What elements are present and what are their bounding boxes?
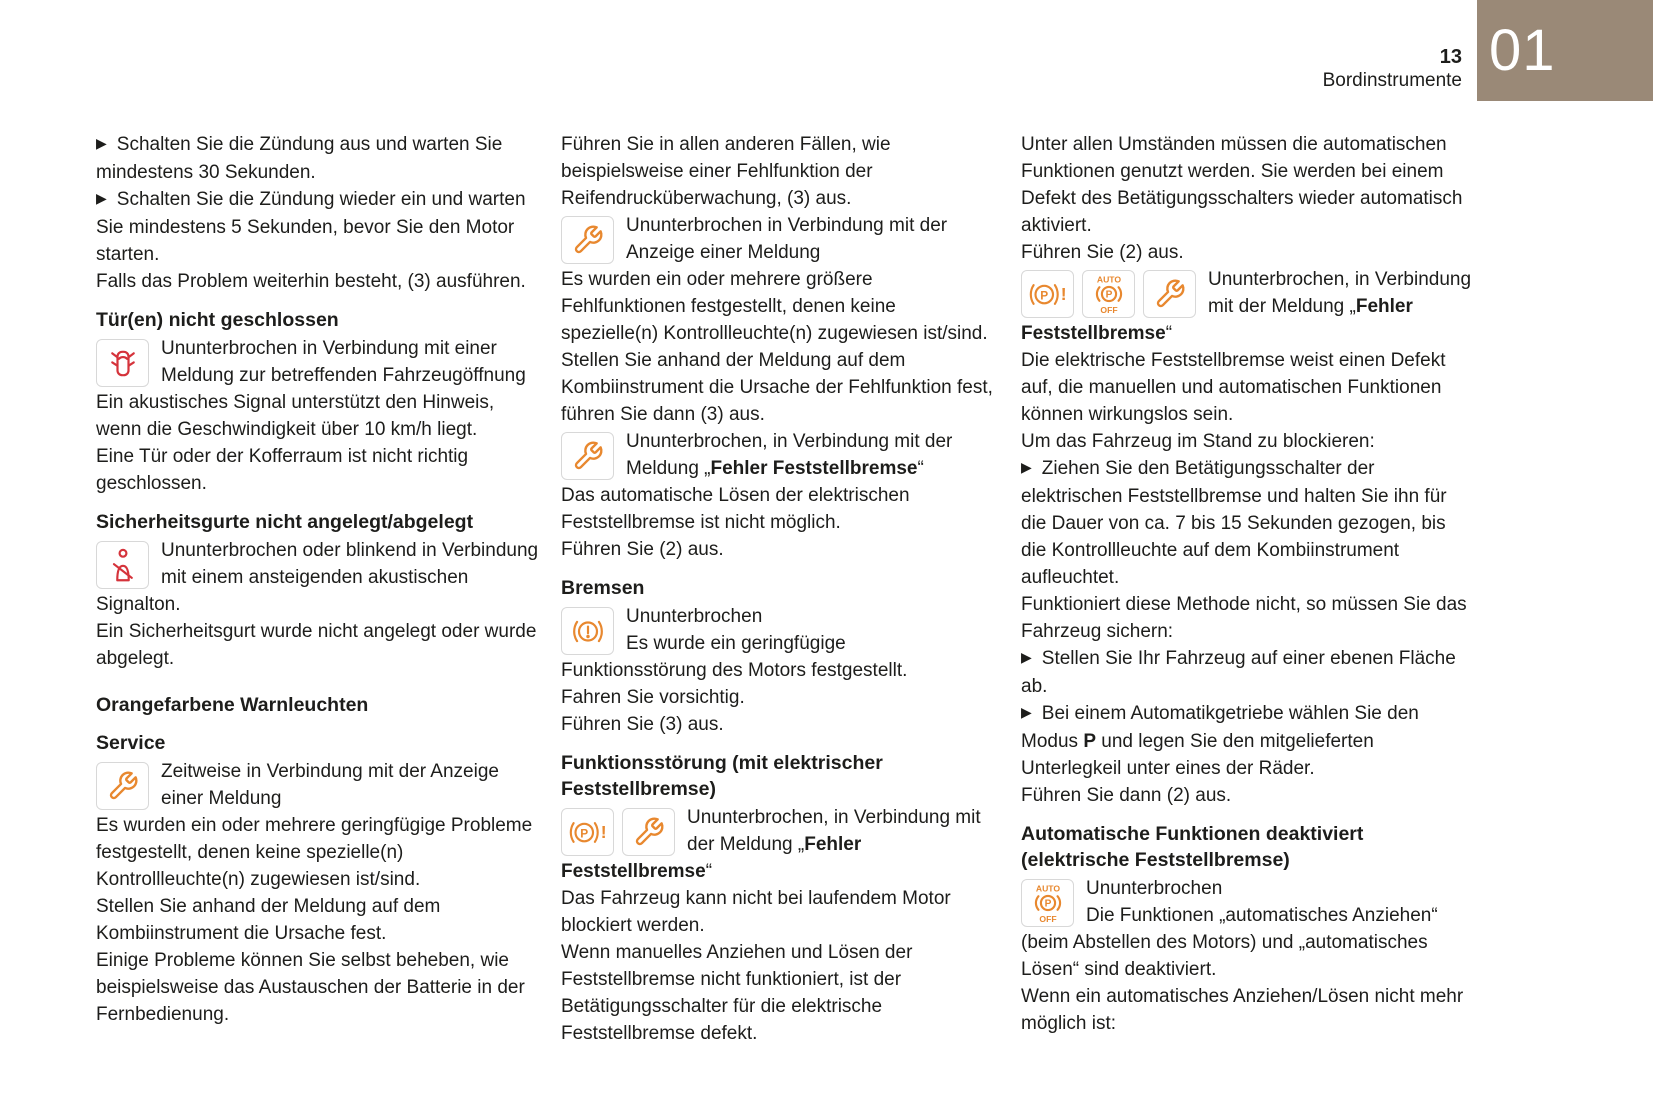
bullet-arrow-icon: ▶ xyxy=(1021,459,1032,475)
chapter-number: 01 xyxy=(1489,18,1556,83)
text-run: Ein akustisches Signal unterstützt den Hinweis, wenn die Geschwindigkeit über 10 km/h liegt. xyxy=(96,392,495,440)
wrench-icon xyxy=(561,216,614,264)
text-run: Das automatische Lösen der elektrischen Feststellbremse ist nicht möglich. xyxy=(561,485,910,533)
text-run: Funktioniert diese Methode nicht, so müssen Sie das Fahrzeug sichern: xyxy=(1021,594,1467,642)
bold-text-run: P xyxy=(1083,731,1096,752)
text-run: Ununterbrochen oder blinkend in Verbindung mit einem ansteigenden akustischen Signalton. xyxy=(96,540,539,615)
warning-indicator-paragraph xyxy=(561,428,993,482)
paragraph xyxy=(1021,239,1473,266)
text-run: Ununterbrochen, in Verbindung mit der Meldung „ xyxy=(626,431,953,479)
svg-text:OFF: OFF xyxy=(1099,304,1118,314)
svg-text:!: ! xyxy=(1060,283,1067,304)
text-run: Schalten Sie die Zündung aus und warten Sie mindestens 30 Sekunden. xyxy=(96,134,503,183)
text-run: Schalten Sie die Zündung wieder ein und warten Sie mindestens 5 Sekunden, bevor Sie den Motor starten. xyxy=(96,189,526,265)
text-run: Ununterbrochen, in Verbindung mit der Meldung „ xyxy=(687,807,981,855)
page-meta xyxy=(1323,46,1462,92)
text-run: Um das Fahrzeug im Stand zu blockieren: xyxy=(1021,431,1375,452)
text-run: Führen Sie (2) aus. xyxy=(561,539,724,560)
paragraph xyxy=(1021,983,1473,1037)
paragraph xyxy=(96,268,541,295)
wrench-icon xyxy=(622,808,675,856)
warning-icon-group xyxy=(1021,270,1196,318)
text-run: “ xyxy=(1165,323,1173,344)
paragraph xyxy=(1021,347,1473,428)
text-run: Wenn ein automatisches Anziehen/Lösen nicht mehr möglich ist: xyxy=(1021,986,1464,1034)
subsection-heading: Tür(en) nicht geschlossen xyxy=(96,309,339,331)
instruction-bullet-item xyxy=(96,186,541,268)
section-heading: Orangefarbene Warnleuchten xyxy=(96,694,369,716)
brake-warning-icon xyxy=(561,607,614,655)
page-section-title: Bordinstrumente xyxy=(1322,70,1462,91)
paragraph xyxy=(96,947,541,1028)
paragraph xyxy=(96,812,541,893)
svg-text:P: P xyxy=(1044,898,1051,910)
warning-indicator-paragraph xyxy=(96,537,541,618)
paragraph xyxy=(561,482,993,536)
subsection-heading: Bremsen xyxy=(561,577,645,599)
bullet-arrow-icon: ▶ xyxy=(1021,704,1032,720)
text-run: Das Fahrzeug kann nicht bei laufendem Motor blockiert werden. xyxy=(561,888,951,936)
text-run: Es wurde ein geringfügige Funktionsstörung des Motors festgestellt. xyxy=(561,633,908,681)
text-run: Eine Tür oder der Kofferraum ist nicht richtig geschlossen. xyxy=(96,446,469,494)
warning-indicator-paragraph xyxy=(96,335,541,389)
text-run: Ununterbrochen in Verbindung mit einer Meldung zur betreffenden Fahrzeugöffnung xyxy=(161,338,526,386)
warning-icon-group xyxy=(561,607,614,655)
warning-indicator-paragraph xyxy=(561,804,993,885)
text-run: Bei einem Automatikgetriebe wählen Sie den Modus xyxy=(1021,703,1419,752)
text-run: Stellen Sie Ihr Fahrzeug auf einer ebenen Fläche ab. xyxy=(1021,648,1456,697)
warning-indicator-paragraph xyxy=(561,603,993,684)
text-run: und legen Sie den mitgelieferten Unterlegkeil unter eines der Räder. xyxy=(1021,731,1374,779)
text-run: Stellen Sie anhand der Meldung auf dem Kombiinstrument die Ursache der Fehlfunktion fest, führen Sie dann (3) aus. xyxy=(561,350,993,425)
bold-text-run: Fehler Feststellbremse xyxy=(710,458,918,479)
paragraph xyxy=(1021,131,1473,239)
paragraph xyxy=(561,684,993,711)
seatbelt-warning-icon xyxy=(96,541,149,589)
paragraph xyxy=(1021,782,1473,809)
text-run: Ziehen Sie den Betätigungsschalter der elektrischen Feststellbremse und halten Sie ihn für die Dauer von ca. 7 bis 15 Sekunden gezogen, bis die Kontrollleuchte auf dem Kombiinstrument aufleuchtet. xyxy=(1021,458,1447,588)
paragraph xyxy=(561,266,993,347)
text-run: Die elektrische Feststellbremse weist einen Defekt auf, die manuellen und automatischen Funktionen können wirkungslos sein. xyxy=(1021,350,1446,425)
subsection-heading: Automatische Funktionen deaktiviert (elektrische Feststellbremse) xyxy=(1021,823,1364,871)
warning-indicator-paragraph xyxy=(1021,266,1473,347)
text-run: Einige Probleme können Sie selbst beheben, wie beispielsweise das Austauschen der Batterie in der Fernbedienung. xyxy=(96,950,525,1025)
chapter-tab xyxy=(1477,0,1653,101)
paragraph xyxy=(1021,428,1473,455)
bullet-arrow-icon: ▶ xyxy=(96,190,107,206)
warning-icon-group xyxy=(561,808,675,856)
text-run: Die Funktionen „automatisches Anziehen“ (beim Abstellen des Motors) und „automatisches Lösen“ sind deaktiviert. xyxy=(1021,905,1438,980)
text-run: Fahren Sie vorsichtig. xyxy=(561,687,745,708)
warning-icon-group xyxy=(96,762,149,810)
text-run: Führen Sie in allen anderen Fällen, wie beispielsweise einer Fehlfunktion der Reifendrucküberwachung, (3) aus. xyxy=(561,134,891,209)
text-run: “ xyxy=(917,458,924,479)
text-run: Ununterbrochen xyxy=(1086,878,1223,899)
paragraph xyxy=(96,443,541,497)
text-run: Ununterbrochen xyxy=(626,606,763,627)
text-run: Falls das Problem weiterhin besteht, (3) ausführen. xyxy=(96,271,526,292)
auto-park-off-icon xyxy=(1021,879,1074,927)
paragraph xyxy=(96,893,541,947)
paragraph xyxy=(561,131,993,212)
warning-icon-group xyxy=(96,541,149,589)
page-content xyxy=(96,131,1473,1047)
paragraph xyxy=(561,711,993,738)
text-column-middle xyxy=(561,131,993,1047)
text-run: Führen Sie dann (2) aus. xyxy=(1021,785,1232,806)
page-number: 13 xyxy=(1439,46,1462,68)
wrench-icon xyxy=(96,762,149,810)
bold-text-run: Fehler Feststellbremse xyxy=(1021,296,1413,344)
text-column-left xyxy=(96,131,541,1047)
svg-text:AUTO: AUTO xyxy=(1035,883,1060,894)
text-run: Zeitweise in Verbindung mit der Anzeige einer Meldung xyxy=(161,761,499,809)
text-run: “ xyxy=(705,861,713,882)
svg-text:P: P xyxy=(579,825,588,840)
svg-text:OFF: OFF xyxy=(1038,913,1057,923)
parking-brake-fault-icon xyxy=(1021,270,1074,318)
text-column-right xyxy=(1021,131,1473,1047)
paragraph xyxy=(561,939,993,1047)
text-run: Führen Sie (2) aus. xyxy=(1021,242,1184,263)
text-run: Es wurden ein oder mehrere größere Fehlfunktionen festgestellt, denen keine spezielle(n) Kontrollleuchte(n) zugewiesen ist/sind. xyxy=(561,269,988,344)
warning-icon-group xyxy=(1021,879,1074,927)
instruction-bullet-item xyxy=(96,131,541,186)
paragraph xyxy=(1021,591,1473,645)
paragraph xyxy=(96,389,541,443)
svg-text:AUTO: AUTO xyxy=(1096,274,1121,285)
svg-text:!: ! xyxy=(600,821,607,842)
auto-park-off-icon xyxy=(1082,270,1135,318)
text-run: Ununterbrochen, in Verbindung mit der Meldung „ xyxy=(1208,269,1472,317)
warning-indicator-paragraph xyxy=(1021,875,1473,983)
text-run: Ununterbrochen in Verbindung mit der Anzeige einer Meldung xyxy=(626,215,948,263)
text-run: Ein Sicherheitsgurt wurde nicht angelegt oder wurde abgelegt. xyxy=(96,621,537,669)
paragraph xyxy=(561,536,993,563)
door-open-warning-icon xyxy=(96,339,149,387)
subsection-heading: Funktionsstörung (mit elektrischer Feststellbremse) xyxy=(561,752,883,800)
text-run: Es wurden ein oder mehrere geringfügige Probleme festgestellt, denen keine spezielle(n) Kontrollleuchte(n) zugewiesen ist/sind. xyxy=(96,815,533,890)
subsection-heading: Service xyxy=(96,732,166,754)
parking-brake-fault-icon xyxy=(561,808,614,856)
text-run: Unter allen Umständen müssen die automatischen Funktionen genutzt werden. Sie werden bei einem Defekt des Betätigungsschalters wieder automatisch aktiviert. xyxy=(1021,134,1463,236)
paragraph xyxy=(561,347,993,428)
warning-icon-group xyxy=(561,432,614,480)
text-run: Führen Sie (3) aus. xyxy=(561,714,724,735)
svg-text:P: P xyxy=(1105,289,1112,301)
warning-indicator-paragraph xyxy=(561,212,993,266)
wrench-icon xyxy=(561,432,614,480)
paragraph xyxy=(96,618,541,672)
svg-text:P: P xyxy=(1039,287,1048,302)
warning-indicator-paragraph xyxy=(96,758,541,812)
warning-icon-group xyxy=(96,339,149,387)
text-run: Wenn manuelles Anziehen und Lösen der Feststellbremse nicht funktioniert, ist der Betätigungsschalter für die elektrische Feststellbremse defekt. xyxy=(561,942,913,1044)
text-run: Stellen Sie anhand der Meldung auf dem Kombiinstrument die Ursache fest. xyxy=(96,896,441,944)
bullet-arrow-icon: ▶ xyxy=(1021,649,1032,665)
wrench-icon xyxy=(1143,270,1196,318)
paragraph xyxy=(561,885,993,939)
instruction-bullet-item xyxy=(1021,645,1473,700)
subsection-heading: Sicherheitsgurte nicht angelegt/abgelegt xyxy=(96,511,474,533)
warning-icon-group xyxy=(561,216,614,264)
bullet-arrow-icon: ▶ xyxy=(96,135,107,151)
instruction-bullet-item xyxy=(1021,700,1473,782)
bold-text-run: Fehler Feststellbremse xyxy=(561,834,862,882)
instruction-bullet-item xyxy=(1021,455,1473,591)
